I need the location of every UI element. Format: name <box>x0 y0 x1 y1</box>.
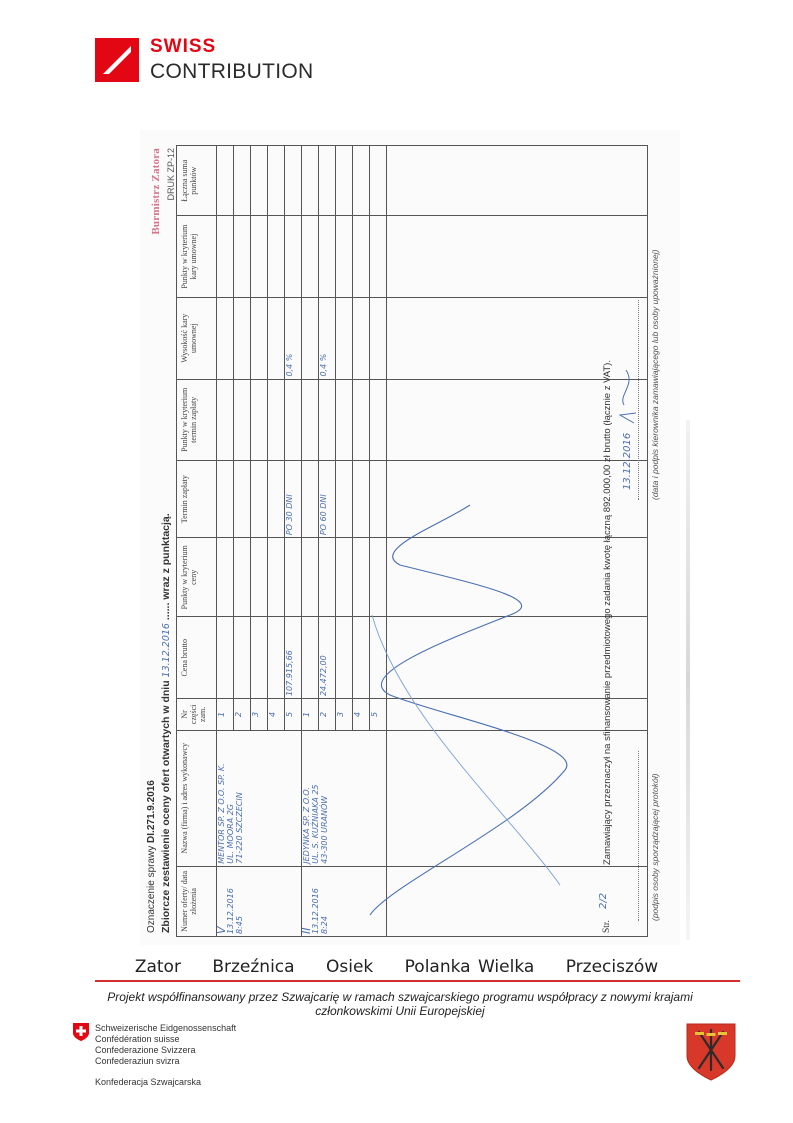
offer1-company-line: MENTOR SP. Z O.O. SP. K. <box>217 763 226 864</box>
funding-statement: Zamawiający przeznaczył na sfinansowanie przedmiotowego zadania kwotę łączną 892.000,00 zł brutto (łącznie z VAT). <box>602 360 613 865</box>
offer1-part: 1 <box>217 699 234 731</box>
konfederacja-label: Konfederacja Szwajcarska <box>95 1077 202 1087</box>
rotated-page <box>140 130 680 945</box>
town: Osiek <box>325 957 374 977</box>
offer1-company-line: 71-220 SZCZECIN <box>235 792 244 864</box>
confed-line: Confederaziun svizra <box>95 1056 180 1066</box>
offer1-part: 5 <box>285 699 302 731</box>
offer2-payment-term: PO 60 DNI <box>319 461 336 538</box>
town: Przeciszów <box>565 957 659 977</box>
offer2-part: 4 <box>353 699 370 731</box>
offer2-company-line: 43-300 URANÓW <box>320 795 329 864</box>
offer2-penalty: 0,4 % <box>319 297 336 379</box>
signature-date-handwritten: 13.12.2016 <box>622 432 633 490</box>
town-list <box>0 957 793 977</box>
signature-caption-left: (podpis osoby sporządzającej protokół) <box>650 773 660 921</box>
swiss-flag-icon <box>72 1022 90 1042</box>
offer2-number: II <box>300 927 313 934</box>
case-label: Oznaczenie sprawy <box>146 845 157 933</box>
summary-title-start: Zbiorcze zestawienie oceny ofert otwartych w dniu <box>160 680 172 933</box>
offer1-number: V <box>215 926 228 934</box>
cross-out-scribble <box>140 130 680 945</box>
col-header: Nazwa (firma) i adres wykonawcy <box>177 730 217 866</box>
signature-caption-right: (data i podpis kierownika zamawiającego lub osoby upoważnionej) <box>650 249 660 500</box>
offer1-time: 8:45 <box>235 916 244 934</box>
offer1-date: 13.12.2016 <box>226 888 235 934</box>
offer1-price: 107.915,66 <box>285 617 302 699</box>
offer1-payment-term: PO 30 DNI <box>285 461 302 538</box>
summary-date-handwritten: 13.12.2016 <box>161 623 172 678</box>
col-header: Punkty w kryterium termin zapłaty <box>177 379 217 461</box>
offer1-penalty: 0,4 % <box>285 297 302 379</box>
coat-of-arms-icon <box>685 1022 737 1082</box>
scanned-document <box>140 130 680 945</box>
footer-divider <box>95 980 740 982</box>
col-header: Nr części zam. <box>177 699 217 731</box>
offer2-date: 13.12.2016 <box>311 888 320 934</box>
logo-line1: SWISS <box>150 36 217 57</box>
offer1-company-line: UL. MOORA 2G <box>226 803 235 864</box>
offer2-part: 5 <box>370 699 387 731</box>
offer2-company-line: JEDYNKA SP. Z O.O. <box>302 787 311 864</box>
swiss-confederation-names <box>95 1023 236 1067</box>
offer2-part: 2 <box>319 699 336 731</box>
page-label: Str. <box>602 920 612 933</box>
offer1-part: 4 <box>268 699 285 731</box>
signature-scribble <box>616 365 640 425</box>
col-header: Termin zapłaty <box>177 461 217 538</box>
col-header: Punkty w kryterium kary umownej <box>177 216 217 298</box>
page-number-handwritten: 2/2 <box>598 892 609 909</box>
signature-line-right <box>638 300 639 500</box>
col-header: Cena brutto <box>177 617 217 699</box>
offer2-part: 1 <box>302 699 319 731</box>
logo-line2: CONTRIBUTION <box>150 60 314 83</box>
town: Zator <box>134 957 181 977</box>
confed-line: Schweizerische Eidgenossenschaft <box>95 1023 237 1033</box>
offer1-part: 3 <box>251 699 268 731</box>
signature-line-left <box>638 751 639 921</box>
summary-title-end: wraz z punktacją. <box>160 513 172 600</box>
offer2-company-line: UL. S. KUŹNIAKA 25 <box>311 784 320 864</box>
issuer-stamp: Burmistrz Zatora <box>150 148 162 235</box>
swiss-cross-icon <box>95 38 139 82</box>
offer2-time: 8:24 <box>320 916 329 934</box>
confed-line: Confédération suisse <box>95 1034 180 1044</box>
swiss-contribution-logo <box>95 38 335 86</box>
town: Polanka Wielka <box>404 957 535 977</box>
scan-edge-shadow <box>686 420 690 940</box>
offer1-part: 2 <box>234 699 251 731</box>
col-header: Punkty w kryterium ceny <box>177 538 217 617</box>
summary-title: Zbiorcze zestawienie oceny ofert otwartych w dniu 13.12.2016 ...... wraz z punktacją. <box>160 513 172 933</box>
offer2-price: 24.472,00 <box>319 617 336 699</box>
form-code: DRUK ZP-12 <box>166 148 176 201</box>
offer2-part: 3 <box>336 699 353 731</box>
town: Brzeźnica <box>212 957 295 977</box>
col-header: Wysokość kary umownej <box>177 297 217 379</box>
case-number: DI.271.9.2016 <box>146 780 157 843</box>
confed-line: Confederazione Svizzera <box>95 1045 196 1055</box>
col-header: Łączna suma punktów <box>177 146 217 216</box>
project-statement: Projekt współfinansowany przez Szwajcarię w ramach szwajcarskiego programu współpracy z nowymi krajami członkowskimi Unii Europejskiej <box>107 990 693 1018</box>
col-header: Numer oferty/ data złożenia <box>177 866 217 936</box>
